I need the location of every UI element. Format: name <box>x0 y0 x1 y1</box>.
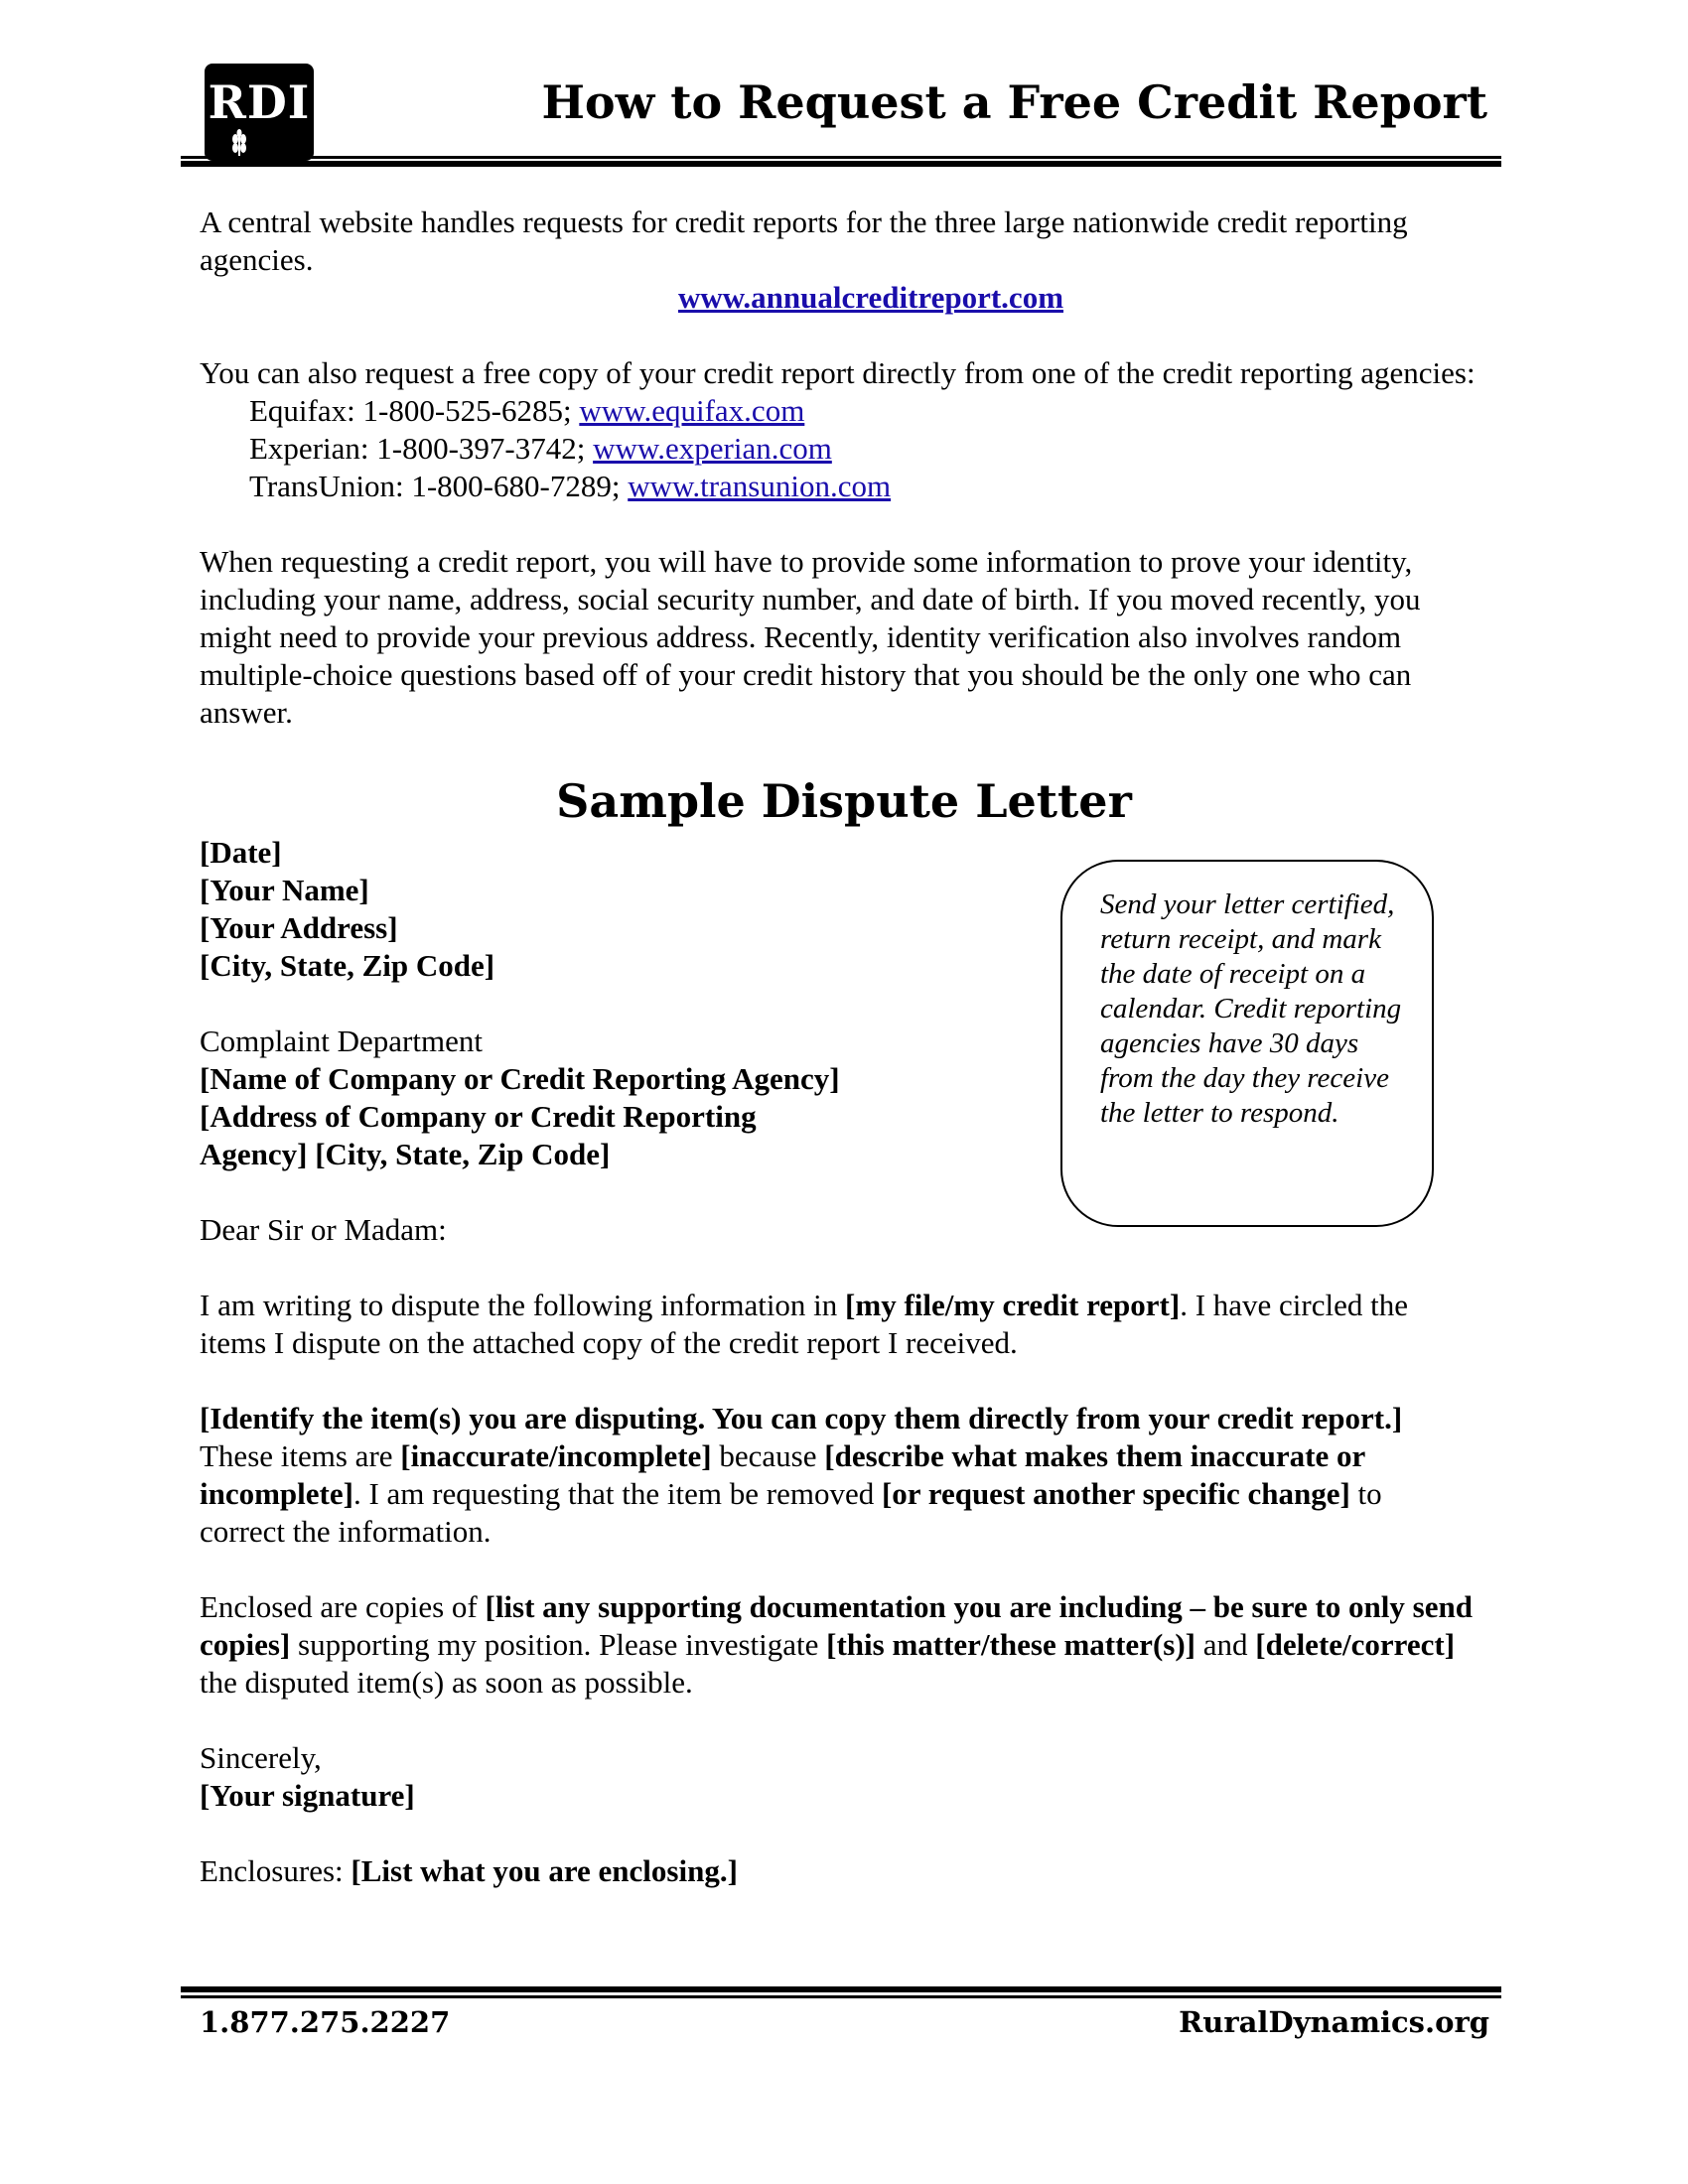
page-header <box>181 62 1501 171</box>
letter-paragraph-2: [Identify the item(s) you are disputing. You can copy them directly from your credit report.] These items are [inaccurate/incomplete] because [describe what makes them inaccurate or incomplete]. I am requesting that the item be removed [or request another specific change] to correct the information. <box>200 1401 1403 1549</box>
callout-note-box <box>1060 860 1434 1227</box>
enclosures-line: Enclosures: [List what you are enclosing.] <box>200 1853 738 1888</box>
wheat-icon <box>224 129 254 159</box>
sender-city: [City, State, Zip Code] <box>200 948 495 983</box>
logo-text: RDI <box>208 75 311 129</box>
intro-section <box>200 204 1490 732</box>
header-rule-thick <box>181 161 1501 167</box>
salutation: Dear Sir or Madam: <box>200 1212 447 1247</box>
recipient-line-2: [Address of Company or Credit Reporting <box>200 1099 757 1134</box>
footer-rule-thick <box>181 1986 1501 1992</box>
agency-experian-label: Experian: 1-800-397-3742; <box>249 431 594 466</box>
agency-transunion-label: TransUnion: 1-800-680-7289; <box>249 469 629 503</box>
footer-rule-thin <box>181 1995 1501 1998</box>
closing: Sincerely, <box>200 1740 322 1775</box>
rdi-logo <box>205 64 314 161</box>
annualcreditreport-link[interactable]: www.annualcreditreport.com <box>677 280 1064 315</box>
footer-website: RuralDynamics.org <box>1179 2005 1489 2039</box>
recipient-line-1: [Name of Company or Credit Reporting Agency] <box>200 1061 840 1096</box>
letter-paragraph-3: Enclosed are copies of [list any supporting documentation you are including – be sure to only send copies] supporting my position. Please investigate [this matter/these matter(s)] and [delete/correct] the disputed item(s) as soon as possible. <box>200 1589 1473 1700</box>
sender-name: [Your Name] <box>200 873 369 907</box>
intro-paragraph-1: A central website handles requests for credit reports for the three large nationwide credit reporting agencies. <box>200 205 1408 277</box>
header-rule-thin <box>181 156 1501 159</box>
sender-date: [Date] <box>200 835 282 870</box>
callout-note-text: Send your letter certified, return receipt, and mark the date of receipt on a calendar. Credit reporting agencies have 30 days from the day they receive the letter to respond. <box>1100 888 1402 1129</box>
page-title: How to Request a Free Credit Report <box>541 75 1487 129</box>
signature-placeholder: [Your signature] <box>200 1778 415 1813</box>
agency-equifax <box>249 392 1490 430</box>
letter-title: Sample Dispute Letter <box>556 774 1132 828</box>
sender-address: [Your Address] <box>200 910 398 945</box>
complaint-department: Complaint Department <box>200 1024 483 1058</box>
footer-phone: 1.877.275.2227 <box>200 2005 451 2039</box>
recipient-line-3: Agency] [City, State, Zip Code] <box>200 1137 611 1171</box>
experian-link[interactable]: www.experian.com <box>593 431 832 466</box>
transunion-link[interactable]: www.transunion.com <box>628 469 892 503</box>
intro-paragraph-2: You can also request a free copy of your credit report directly from one of the credit reporting agencies: <box>200 355 1476 390</box>
equifax-link[interactable]: www.equifax.com <box>579 393 805 428</box>
agency-experian <box>249 430 1490 468</box>
intro-paragraph-3: When requesting a credit report, you will have to provide some information to prove your identity, including your name, address, social security number, and date of birth. If you moved recently, you might need to provide your previous address. Recently, identity verification also involves random multiple-choice questions based off of your credit history that you should be the only one who can answer. <box>200 544 1421 730</box>
agency-equifax-label: Equifax: 1-800-525-6285; <box>249 393 580 428</box>
agency-transunion <box>249 468 1490 505</box>
letter-paragraph-1: I am writing to dispute the following information in [my file/my credit report]. I have circled the items I dispute on the attached copy of the credit report I received. <box>200 1288 1408 1360</box>
